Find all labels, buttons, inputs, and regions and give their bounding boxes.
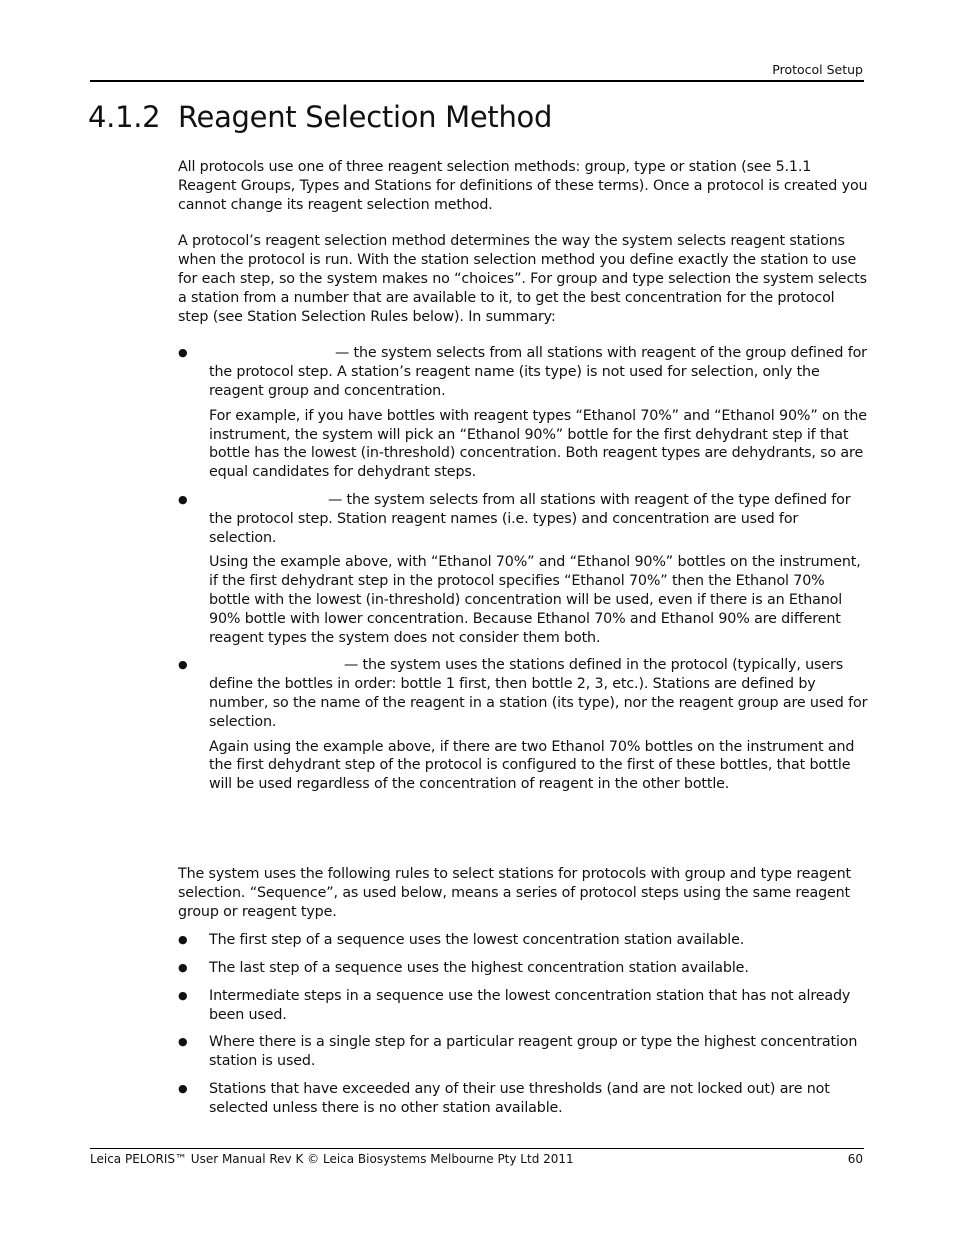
footer-copyright: Leica PELORIS™ User Manual Rev K © Leica Biosystems Melbourne Pty Ltd 2011 <box>90 1152 574 1166</box>
method-example: Again using the example above, if there are two Ethanol 70% bottles on the instrument and the first dehydrant step of the protocol is configured to the first of these bottles, that bottle will be used regardless of the concentration of reagent in the other bottle. <box>209 738 855 793</box>
page-number: 60 <box>847 1152 863 1166</box>
section-heading <box>88 100 552 134</box>
method-description: — the system selects from all stations with reagent of the group defined for the protocol step. A station’s reagent name (its type) is not used for selection, only the reagent group and concentration. <box>209 345 867 399</box>
main-content <box>178 158 868 1127</box>
rule-item <box>178 1080 868 1118</box>
method-list <box>178 344 868 794</box>
header-section-title: Protocol Setup <box>772 62 863 77</box>
rules-intro-paragraph: The system uses the following rules to select stations for protocols with group and type reagent selection. “Sequence”, as used below, means a series of protocol steps using the same reagent group or reagent type. <box>178 865 851 920</box>
bullet-icon: ● <box>178 346 188 360</box>
rule-item <box>178 987 868 1025</box>
bullet-icon: ● <box>178 1035 188 1049</box>
rules-list <box>178 931 868 1117</box>
rule-text: The first step of a sequence uses the lowest concentration station available. <box>209 932 745 949</box>
summary-paragraph: A protocol’s reagent selection method determines the way the system selects reagent stations when the protocol is run. With the station selection method you define exactly the station to use for each step, so the system makes no “choices”. For group and type selection the system selects a station from a number that are available to it, to get the best concentration for the protocol step (see Station Selection Rules below). In summary: <box>178 233 867 325</box>
intro-paragraph: All protocols use one of three reagent selection methods: group, type or station (see 5.1.1 Reagent Groups, Types and Stations for definitions of these terms). Once a protocol is created you cannot change its reagent selection method. <box>178 159 868 213</box>
bullet-icon: ● <box>178 1082 188 1096</box>
method-item-type <box>178 491 868 647</box>
rule-text: Stations that have exceeded any of their use thresholds (and are not locked out) are not selected unless there is no other station available. <box>209 1081 830 1116</box>
header-divider <box>90 80 864 82</box>
blank-subheading <box>178 803 868 865</box>
rule-item <box>178 1033 868 1071</box>
bullet-icon: ● <box>178 933 188 947</box>
rule-item <box>178 931 868 950</box>
footer-divider <box>90 1148 864 1149</box>
method-example: For example, if you have bottles with reagent types “Ethanol 70%” and “Ethanol 90%” on the instrument, the system will pick an “Ethanol 90%” bottle for the first dehydrant step if that bottle has the lowest (in-threshold) concentration. Both reagent types are dehydrants, so are equal candidates for dehydrant steps. <box>209 407 867 481</box>
bullet-icon: ● <box>178 988 188 1002</box>
method-description: — the system uses the stations defined in the protocol (typically, users define the bottles in order: bottle 1 first, then bottle 2, 3, etc.). Stations are defined by number, so the name of the reagent in a station (its type), nor the reagent group are used for selection. <box>209 657 868 730</box>
method-item-station <box>178 656 868 794</box>
bullet-icon: ● <box>178 961 188 975</box>
bullet-icon: ● <box>178 658 188 672</box>
section-number: 4.1.2 <box>88 100 161 134</box>
rule-item <box>178 959 868 978</box>
rule-text: Intermediate steps in a sequence use the lowest concentration station that has not already been used. <box>209 987 851 1023</box>
rule-text: The last step of a sequence uses the highest concentration station available. <box>209 960 749 977</box>
bullet-icon: ● <box>178 492 188 506</box>
method-item-group <box>178 344 868 482</box>
method-example: Using the example above, with “Ethanol 70%” and “Ethanol 90%” bottles on the instrument, if the first dehydrant step in the protocol specifies “Ethanol 70%” then the Ethanol 70% bottle with the lowest (in-threshold) concentration will be used, even if there is an Ethanol 90% bottle with lower concentration. Because Ethanol 70% and Ethanol 90% are different reagent types the system does not consider them both. <box>209 554 861 646</box>
rule-text: Where there is a single step for a particular reagent group or type the highest concentration station is used. <box>209 1034 858 1070</box>
method-description: — the system selects from all stations with reagent of the type defined for the protocol step. Station reagent names (i.e. types) and concentration are used for selection. <box>209 491 851 546</box>
section-title: Reagent Selection Method <box>178 100 553 134</box>
